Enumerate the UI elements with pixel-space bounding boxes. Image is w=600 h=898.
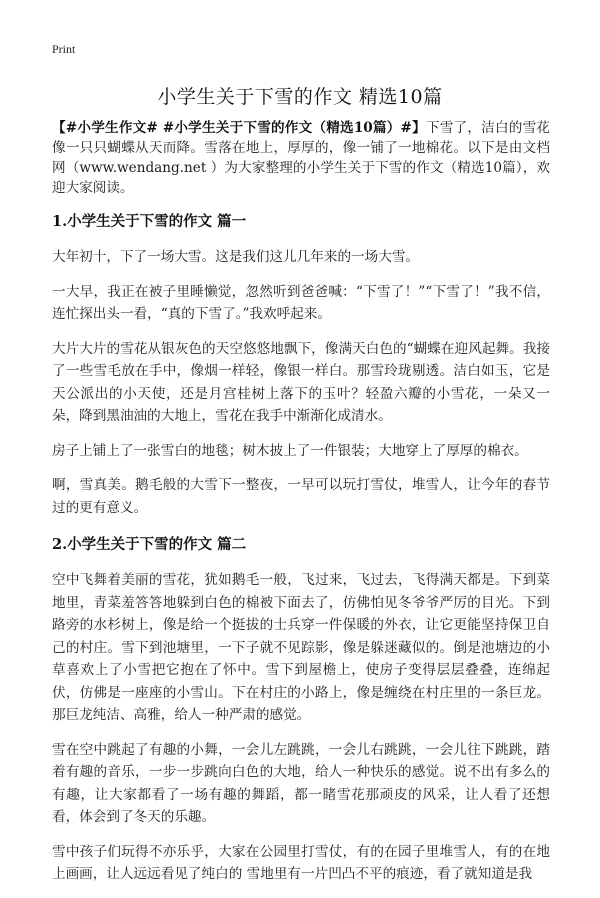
intro-text: 下雪了，洁白的雪花像一只只蝴蝶从天而降。雪落在地上，厚厚的，像一铺了一地棉花。以下是由文档网（www.wendang.net ）为大家整理的小学生关于下雪的作文（精选10篇），欢迎大家阅读。 xyxy=(52,120,550,196)
paragraph: 房子上铺上了一张雪白的地毯；树木披上了一件银装；大地穿上了厚厚的棉衣。 xyxy=(52,442,528,459)
section-heading-2: 2.小学生关于下雪的作文 篇二 xyxy=(52,536,247,553)
paragraph: 一大早，我正在被子里睡懒觉，忽然听到爸爸喊：“下雪了！”“下雪了！”我不信，连忙探出头一看，“真的下雪了。”我欢呼起来。 xyxy=(52,283,550,322)
print-link[interactable]: Print xyxy=(52,42,76,56)
paragraph: 大年初十，下了一场大雪。这是我们这儿几年来的一场大雪。 xyxy=(52,249,420,265)
paragraph: 大片大片的雪花从银灰色的天空悠悠地飘下，像满天白色的“蝴蝶在迎风起舞。我接了一些雪毛放在手中，像烟一样轻，像银一样白。那雪玲珑剔透。洁白如玉，它是天公派出的小天使，还是月宫桂树上落下的玉叶？轻盈六瓣的小雪花，一朵又一朵，降到黑油油的大地上，雪花在我手中渐渐化成清水。 xyxy=(52,340,550,424)
intro-paragraph xyxy=(52,118,550,198)
paragraph: 空中飞舞着美丽的雪花，犹如鹅毛一般，飞过来，飞过去，飞得满天都是。下到菜地里，青菜羞答答地躲到白色的棉被下面去了，仿佛怕见冬爷爷严厉的目光。下到路旁的水杉树上，像是给一个挺拔的士兵穿一件保暖的外衣，让它更能坚持保卫自己的村庄。雪下到池塘里，一下子就不见踪影，像是躲迷藏似的。倒是池塘边的小草喜欢上了小雪把它抱在了怀中。雪下到屋檐上，使房子变得层层叠叠，连绵起伏，仿佛是一座座的小雪山。下在村庄的小路上，像是缠绕在村庄里的一条巨龙。那巨龙纯洁、高雅，给人一种严肃的感觉。 xyxy=(52,572,550,723)
intro-tag: 【#小学生作文# #小学生关于下雪的作文（精选10篇）#】 xyxy=(52,120,426,136)
page-title: 小学生关于下雪的作文 精选10篇 xyxy=(157,86,443,108)
paragraph: 雪中孩子们玩得不亦乐乎，大家在公园里打雪仗，有的在园子里堆雪人，有的在地上画画，让人远远看见了纯白的 雪地里有一片凹凸不平的痕迹，看了就知道是我 xyxy=(52,843,550,882)
article-body xyxy=(52,118,550,898)
section-heading-1: 1.小学生关于下雪的作文 篇一 xyxy=(52,213,247,230)
paragraph: 雪在空中跳起了有趣的小舞，一会儿左跳跳，一会儿右跳跳，一会儿往下跳跳，踏着有趣的音乐，一步一步跳向白色的大地，给人一种快乐的感觉。说不出有多么的有趣，让大家都看了一场有趣的舞蹈，都一睹雪花那顽皮的风采，让人看了还想看，体会到了冬天的乐趣。 xyxy=(52,741,550,825)
paragraph: 啊，雪真美。鹅毛般的大雪下一整夜，一早可以玩打雪仗，堆雪人，让今年的春节过的更有意义。 xyxy=(52,477,550,516)
